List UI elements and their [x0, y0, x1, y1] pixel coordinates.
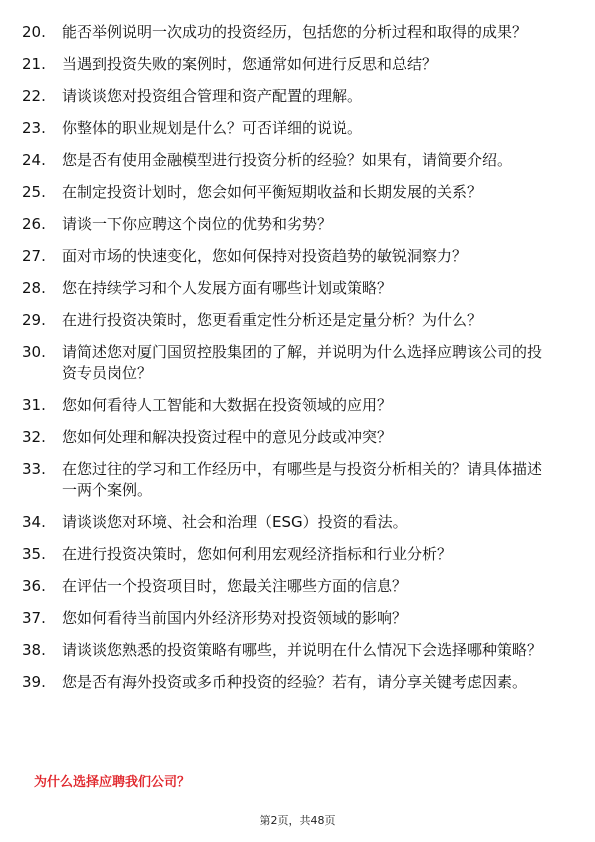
question-text: 您如何处理和解决投资过程中的意见分歧或冲突？ [62, 428, 393, 446]
question-text: 你整体的职业规划是什么？可否详细的说说。 [62, 119, 363, 137]
question-text: 您是否有海外投资或多币种投资的经验？若有，请分享关键考虑因素。 [62, 673, 528, 691]
question-text: 当遇到投资失败的案例时，您通常如何进行反思和总结？ [62, 55, 438, 73]
question-number: 34. [22, 513, 46, 531]
question-text: 您是否有使用金融模型进行投资分析的经验？如果有，请简要介绍。 [62, 151, 513, 169]
list-item [0, 54, 595, 75]
list-item [0, 182, 595, 203]
list-item [0, 214, 595, 235]
question-number: 37. [22, 609, 46, 627]
list-item [0, 512, 595, 533]
list-item [0, 150, 595, 171]
question-text: 能否举例说明一次成功的投资经历，包括您的分析过程和取得的成果？ [62, 23, 528, 41]
list-item [0, 459, 595, 501]
question-text: 您如何看待人工智能和大数据在投资领域的应用？ [62, 396, 393, 414]
question-number: 38. [22, 641, 46, 659]
list-item [0, 22, 595, 43]
question-text: 请谈谈您熟悉的投资策略有哪些，并说明在什么情况下会选择哪种策略？ [62, 641, 543, 659]
question-list [0, 22, 595, 704]
question-number: 28. [22, 279, 46, 297]
list-item [0, 246, 595, 267]
list-item [0, 576, 595, 597]
question-number: 25. [22, 183, 46, 201]
question-number: 23. [22, 119, 46, 137]
question-text: 在进行投资决策时，您如何利用宏观经济指标和行业分析？ [62, 545, 453, 563]
section-heading: 为什么选择应聘我们公司？ [34, 775, 191, 790]
question-number: 20. [22, 23, 46, 41]
question-number: 29. [22, 311, 46, 329]
question-text: 面对市场的快速变化，您如何保持对投资趋势的敏锐洞察力？ [62, 247, 468, 265]
list-item [0, 118, 595, 139]
question-text: 请谈一下你应聘这个岗位的优势和劣势？ [62, 215, 333, 233]
list-item [0, 342, 595, 384]
question-text: 在您过往的学习和工作经历中，有哪些是与投资分析相关的？请具体描述一两个案例。 [62, 460, 543, 499]
question-number: 21. [22, 55, 46, 73]
question-text: 请简述您对厦门国贸控股集团的了解，并说明为什么选择应聘该公司的投资专员岗位？ [62, 343, 543, 382]
question-number: 31. [22, 396, 46, 414]
question-text: 您如何看待当前国内外经济形势对投资领域的影响？ [62, 609, 408, 627]
list-item [0, 608, 595, 629]
question-number: 33. [22, 460, 46, 478]
list-item [0, 310, 595, 331]
list-item [0, 544, 595, 565]
question-text: 请谈谈您对环境、社会和治理（ESG）投资的看法。 [62, 513, 408, 531]
question-number: 32. [22, 428, 46, 446]
question-text: 在评估一个投资项目时，您最关注哪些方面的信息？ [62, 577, 408, 595]
question-number: 30. [22, 343, 46, 361]
list-item [0, 278, 595, 299]
question-text: 您在持续学习和个人发展方面有哪些计划或策略？ [62, 279, 393, 297]
question-text: 在进行投资决策时，您更看重定性分析还是定量分析？为什么？ [62, 311, 483, 329]
list-item [0, 640, 595, 661]
question-number: 36. [22, 577, 46, 595]
question-text: 在制定投资计划时，您会如何平衡短期收益和长期发展的关系？ [62, 183, 483, 201]
list-item [0, 395, 595, 416]
question-number: 26. [22, 215, 46, 233]
question-number: 35. [22, 545, 46, 563]
question-text: 请谈谈您对投资组合管理和资产配置的理解。 [62, 87, 363, 105]
list-item [0, 427, 595, 448]
list-item [0, 86, 595, 107]
question-number: 24. [22, 151, 46, 169]
question-number: 27. [22, 247, 46, 265]
question-number: 22. [22, 87, 46, 105]
page-footer: 第2页，共48页 [259, 814, 336, 827]
list-item [0, 672, 595, 693]
question-number: 39. [22, 673, 46, 691]
